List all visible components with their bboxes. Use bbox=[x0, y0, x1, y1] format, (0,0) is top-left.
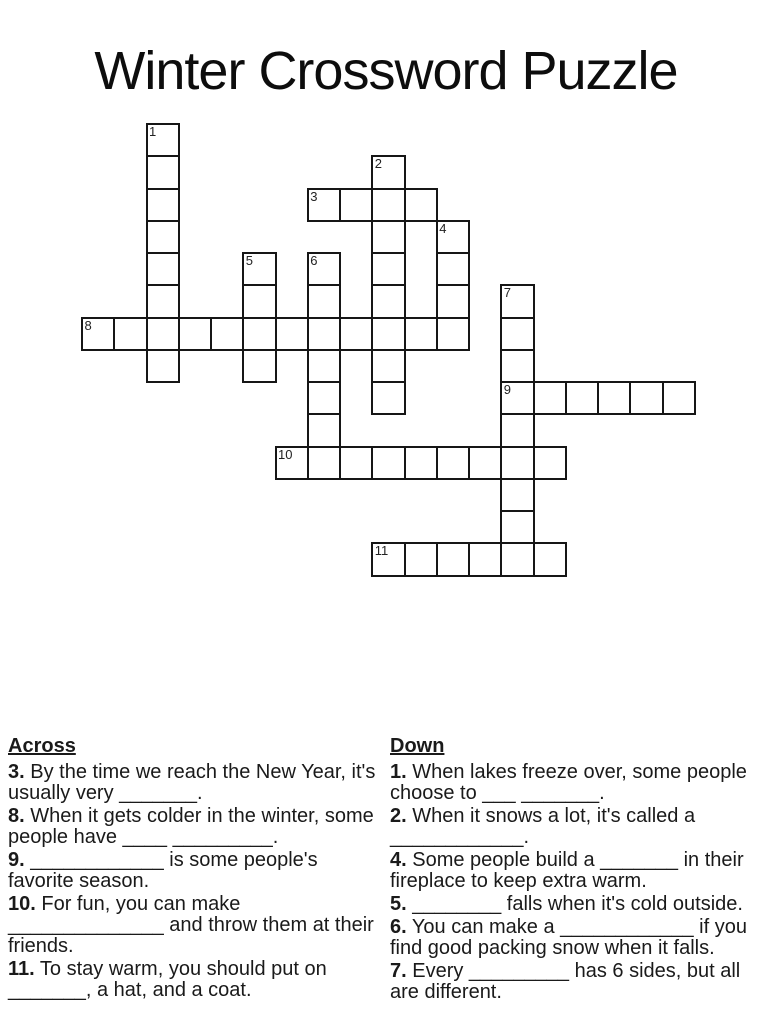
grid-cell[interactable] bbox=[500, 446, 534, 480]
grid-cell[interactable] bbox=[436, 252, 470, 286]
grid-cell[interactable] bbox=[500, 349, 534, 383]
grid-cell[interactable] bbox=[500, 542, 534, 576]
down-clues-section bbox=[390, 736, 766, 1005]
grid-cell[interactable] bbox=[146, 317, 180, 351]
grid-cell[interactable] bbox=[242, 349, 276, 383]
grid-cell[interactable] bbox=[307, 284, 341, 318]
grid-cell[interactable] bbox=[371, 317, 405, 351]
clue-down-5 bbox=[390, 894, 766, 915]
grid-cell[interactable] bbox=[307, 317, 341, 351]
grid-cell[interactable] bbox=[565, 381, 599, 415]
grid-cell[interactable] bbox=[339, 188, 373, 222]
grid-cell[interactable] bbox=[371, 220, 405, 254]
clue-number: 4. bbox=[390, 849, 407, 871]
clue-number: 5. bbox=[390, 893, 407, 915]
clue-text: When it gets colder in the winter, some people have ____ _________. bbox=[8, 805, 374, 848]
clue-across-3 bbox=[8, 762, 378, 804]
grid-cell[interactable] bbox=[500, 413, 534, 447]
grid-cell[interactable] bbox=[146, 155, 180, 189]
across-clues-section bbox=[8, 736, 378, 1003]
grid-cell[interactable] bbox=[113, 317, 147, 351]
grid-cell[interactable] bbox=[404, 188, 438, 222]
clue-number: 7. bbox=[390, 960, 407, 982]
grid-cell[interactable] bbox=[242, 317, 276, 351]
clue-down-1 bbox=[390, 762, 766, 804]
grid-cell[interactable] bbox=[436, 284, 470, 318]
grid-cell[interactable] bbox=[404, 542, 438, 576]
clue-text: When lakes freeze over, some people choose to ___ _______. bbox=[390, 761, 747, 804]
grid-cell[interactable] bbox=[146, 220, 180, 254]
grid-cell[interactable] bbox=[436, 542, 470, 576]
cell-number: 8 bbox=[84, 317, 92, 333]
across-header: Across bbox=[8, 735, 76, 757]
down-header: Down bbox=[390, 735, 445, 757]
grid-cell[interactable] bbox=[500, 317, 534, 351]
cell-number: 4 bbox=[439, 220, 447, 236]
grid-cell[interactable] bbox=[662, 381, 696, 415]
clue-number: 10. bbox=[8, 893, 36, 915]
grid-cell[interactable] bbox=[146, 284, 180, 318]
clue-across-9 bbox=[8, 850, 378, 892]
grid-cell[interactable] bbox=[307, 446, 341, 480]
grid-cell[interactable] bbox=[436, 446, 470, 480]
clue-across-11 bbox=[8, 959, 378, 1001]
clue-down-4 bbox=[390, 850, 766, 892]
grid-cell[interactable] bbox=[468, 446, 502, 480]
clue-down-2 bbox=[390, 806, 766, 848]
cell-number: 1 bbox=[149, 124, 157, 139]
cell-number: 11 bbox=[374, 543, 389, 559]
grid-cell[interactable] bbox=[404, 317, 438, 351]
clue-text: You can make a ____________ if you find good packing snow when it falls. bbox=[390, 916, 747, 959]
crossword-grid bbox=[81, 123, 729, 609]
grid-cell[interactable] bbox=[371, 284, 405, 318]
clue-down-6 bbox=[390, 917, 766, 959]
clue-across-8 bbox=[8, 806, 378, 848]
grid-cell[interactable] bbox=[146, 252, 180, 286]
grid-cell[interactable] bbox=[339, 317, 373, 351]
grid-cell[interactable] bbox=[371, 446, 405, 480]
clue-text: ____________ is some people's favorite season. bbox=[8, 849, 318, 892]
clue-text: To stay warm, you should put on _______, a hat, and a coat. bbox=[8, 958, 327, 1001]
cell-number: 9 bbox=[503, 382, 511, 397]
clue-down-7 bbox=[390, 961, 766, 1003]
cell-number: 6 bbox=[310, 253, 318, 268]
grid-cell[interactable] bbox=[436, 317, 470, 351]
grid-cell[interactable] bbox=[146, 188, 180, 222]
across-clue-list bbox=[8, 762, 378, 1001]
grid-cell[interactable] bbox=[533, 381, 567, 415]
cell-number: 7 bbox=[503, 285, 511, 301]
clue-text: When it snows a lot, it's called a ____________. bbox=[390, 805, 696, 848]
clue-text: Every _________ has 6 sides, but all are different. bbox=[390, 960, 741, 1003]
clue-number: 11. bbox=[8, 958, 35, 980]
grid-cell[interactable] bbox=[307, 381, 341, 415]
grid-cell[interactable] bbox=[242, 284, 276, 318]
clue-number: 8. bbox=[8, 805, 25, 827]
clue-across-10 bbox=[8, 894, 378, 957]
grid-cell[interactable] bbox=[404, 446, 438, 480]
clue-text: For fun, you can make ______________ and throw them at their friends. bbox=[8, 893, 374, 957]
clue-text: Some people build a _______ in their fireplace to keep extra warm. bbox=[390, 849, 744, 892]
grid-cell[interactable] bbox=[146, 349, 180, 383]
grid-cell[interactable] bbox=[371, 349, 405, 383]
clue-text: By the time we reach the New Year, it's usually very _______. bbox=[8, 761, 376, 804]
grid-cell[interactable] bbox=[500, 510, 534, 544]
page-title: Winter Crossword Puzzle bbox=[94, 41, 678, 101]
clue-number: 6. bbox=[390, 916, 407, 938]
grid-cell[interactable] bbox=[307, 413, 341, 447]
grid-cell[interactable] bbox=[629, 381, 663, 415]
down-clue-list bbox=[390, 762, 766, 1003]
clue-number: 2. bbox=[390, 805, 407, 827]
grid-cell[interactable] bbox=[210, 317, 244, 351]
grid-cell[interactable] bbox=[500, 478, 534, 512]
cell-number: 2 bbox=[374, 156, 382, 172]
grid-cell[interactable] bbox=[468, 542, 502, 576]
grid-cell[interactable] bbox=[533, 446, 567, 480]
grid-cell[interactable] bbox=[371, 188, 405, 222]
cell-number: 10 bbox=[278, 446, 293, 462]
grid-cell[interactable] bbox=[371, 252, 405, 286]
grid-cell[interactable] bbox=[371, 381, 405, 415]
clue-number: 9. bbox=[8, 849, 25, 871]
grid-cell[interactable] bbox=[275, 317, 309, 351]
grid-cell[interactable] bbox=[339, 446, 373, 480]
clue-number: 1. bbox=[390, 761, 407, 783]
grid-cell[interactable] bbox=[533, 542, 567, 576]
clue-number: 3. bbox=[8, 761, 25, 783]
grid-cell[interactable] bbox=[307, 349, 341, 383]
cell-number: 3 bbox=[310, 188, 318, 204]
grid-cell[interactable] bbox=[178, 317, 212, 351]
grid-cell[interactable] bbox=[597, 381, 631, 415]
cell-number: 5 bbox=[245, 253, 253, 268]
clue-text: ________ falls when it's cold outside. bbox=[412, 893, 743, 915]
